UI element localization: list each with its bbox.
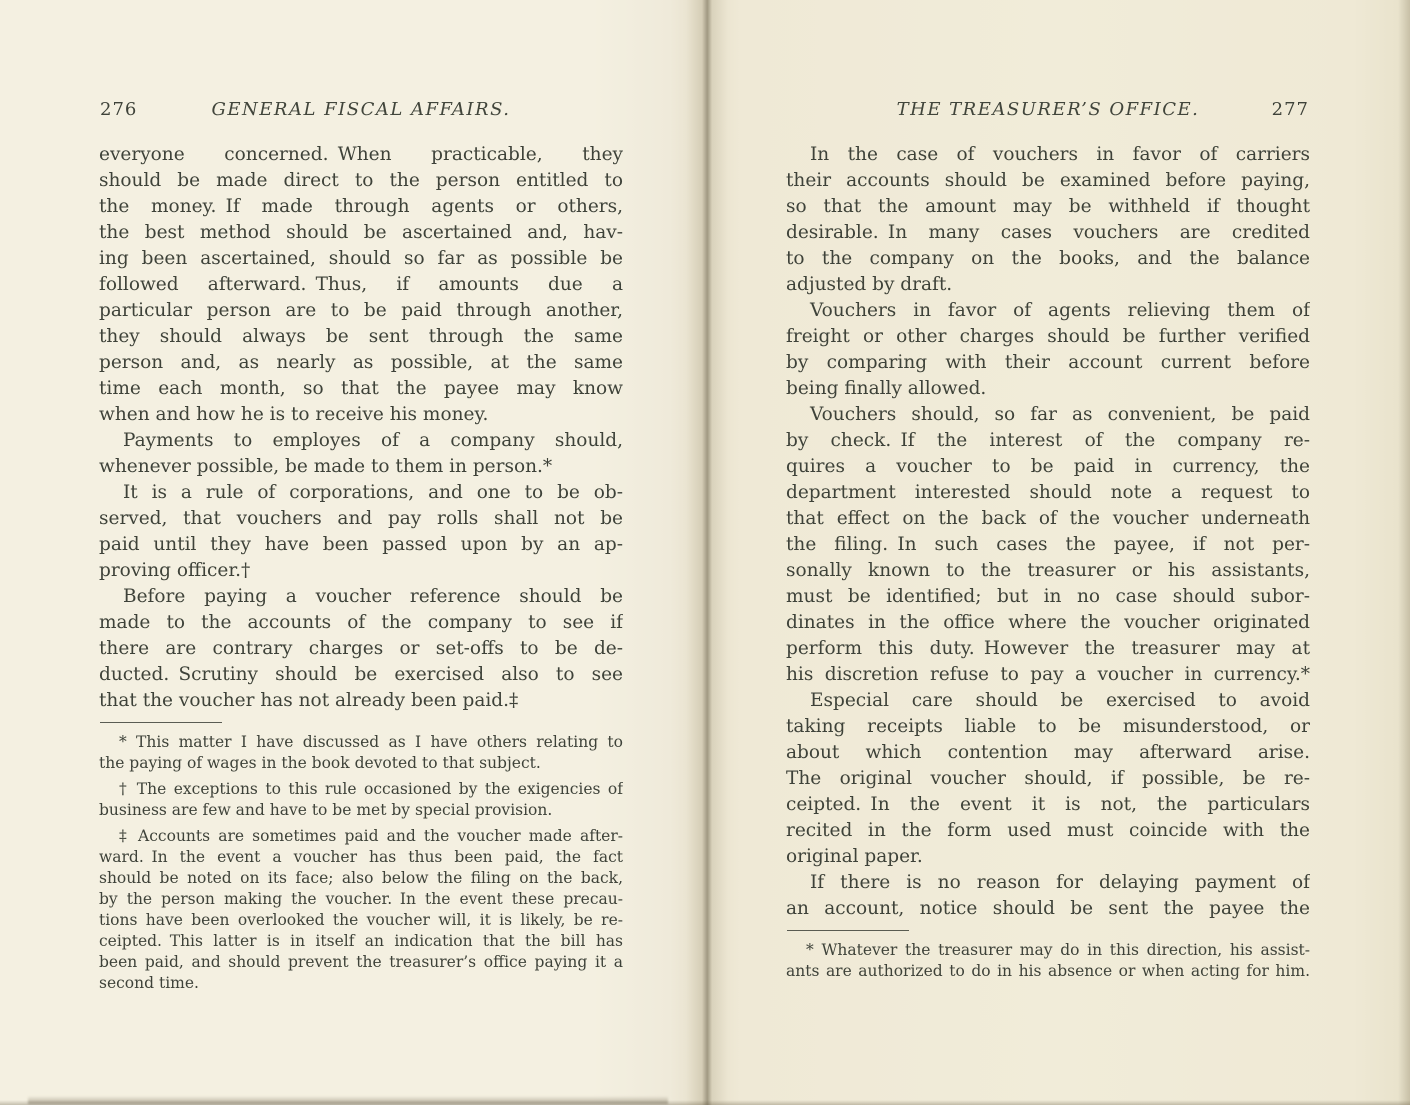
text-line: quires a voucher to be paid in currency, the (786, 456, 1310, 477)
text-line: must be identified; but in no case should subor- (786, 586, 1310, 607)
text-line: perform this duty. However the treasurer may at (786, 638, 1310, 659)
text-line: everyone concerned. When practicable, they (99, 144, 623, 165)
right-page (786, 0, 1310, 1105)
text-line: paid until they have been passed upon by an ap- (99, 534, 623, 555)
text-line: person and, as nearly as possible, at the same (99, 352, 623, 373)
text-line: * Whatever the treasurer may do in this direction, his assist- (806, 941, 1310, 959)
paragraph (99, 584, 623, 714)
paragraph (99, 428, 623, 480)
text-line: when and how he is to receive his money. (99, 404, 489, 425)
paragraph (786, 142, 1310, 298)
text-line: Vouchers should, so far as convenient, be paid (810, 404, 1310, 425)
text-line: there are contrary charges or set-offs to be de- (99, 638, 623, 659)
text-line: the money. If made through agents or others, (99, 196, 623, 217)
text-line: original paper. (786, 846, 923, 867)
text-line: second time. (99, 974, 199, 992)
paragraph (786, 870, 1310, 922)
running-title: THE TREASURER’S OFFICE. (896, 99, 1200, 120)
text-line: The original voucher should, if possible, be re- (786, 768, 1310, 789)
text-line: time each month, so that the payee may know (99, 378, 623, 399)
paragraph (99, 480, 623, 584)
text-line: ing been ascertained, should so far as possible be (99, 248, 623, 269)
text-line: his discretion refuse to pay a voucher in currency.* (786, 664, 1310, 685)
book-right-edge (1398, 0, 1410, 1105)
text-line: that the voucher has not already been paid.‡ (99, 690, 519, 711)
gutter-shadow (686, 0, 728, 1105)
body-text (99, 142, 623, 714)
text-line: Especial care should be exercised to avoid (810, 690, 1310, 711)
text-line: should be made direct to the person entitled to (99, 170, 623, 191)
text-line: about which contention may afterward arise. (786, 742, 1310, 763)
text-line: ward. In the event a voucher has thus been paid, the fact (99, 848, 623, 866)
text-line: made to the accounts of the company to see if (99, 612, 623, 633)
text-line: the paying of wages in the book devoted to that subject. (99, 754, 541, 772)
page-header (99, 99, 623, 123)
footnote-rule (100, 722, 222, 723)
text-line: desirable. In many cases vouchers are credited (786, 222, 1310, 243)
paragraph (99, 826, 623, 994)
text-line: sonally known to the treasurer or his assistants, (786, 560, 1310, 581)
text-line: being finally allowed. (786, 378, 987, 399)
text-line: In the case of vouchers in favor of carriers (810, 144, 1310, 165)
text-line: by check. If the interest of the company re- (786, 430, 1310, 451)
paragraph (786, 298, 1310, 402)
text-line: followed afterward. Thus, if amounts due a (99, 274, 623, 295)
footnote-rule (787, 930, 909, 931)
running-title: GENERAL FISCAL AFFAIRS. (211, 99, 511, 120)
text-line: to the company on the books, and the balance (786, 248, 1310, 269)
text-line: taking receipts liable to be misunderstood, or (786, 716, 1310, 737)
text-line: their accounts should be examined before paying, (786, 170, 1310, 191)
text-line: that effect on the back of the voucher underneath (786, 508, 1310, 529)
text-line: by comparing with their account current before (786, 352, 1310, 373)
paragraph (99, 732, 623, 774)
text-line: so that the amount may be withheld if thought (786, 196, 1310, 217)
left-page (99, 0, 623, 1105)
paragraph (786, 688, 1310, 870)
text-line: been paid, and should prevent the treasurer’s office paying it a (99, 953, 623, 971)
text-line: * This matter I have discussed as I have others relating to (119, 733, 623, 751)
text-line: department interested should note a request to (786, 482, 1310, 503)
text-line: served, that vouchers and pay rolls shall not be (99, 508, 623, 529)
text-line: ants are authorized to do in his absence or when acting for him. (786, 962, 1310, 980)
text-line: ceipted. In the event it is not, the particulars (786, 794, 1310, 815)
paragraph (786, 940, 1310, 982)
book-bottom-edge (0, 1100, 1410, 1105)
footnotes (99, 732, 623, 994)
text-line: whenever possible, be made to them in person.* (99, 456, 553, 477)
paragraph (99, 142, 623, 428)
text-line: ducted. Scrutiny should be exercised also to see (99, 664, 623, 685)
text-line: freight or other charges should be further verified (786, 326, 1310, 347)
footnotes (786, 940, 1310, 982)
text-line: ceipted. This latter is in itself an indication that the bill has (99, 932, 623, 950)
text-line: adjusted by draft. (786, 274, 953, 295)
text-line: the best method should be ascertained and, hav- (99, 222, 623, 243)
text-line: If there is no reason for delaying payment of (810, 872, 1310, 893)
page-header (786, 99, 1310, 123)
page-number: 276 (100, 99, 138, 120)
paragraph (786, 402, 1310, 688)
body-text (786, 142, 1310, 922)
text-line: particular person are to be paid through another, (99, 300, 623, 321)
text-line: business are few and have to be met by special provision. (99, 801, 553, 819)
text-line: ‡ Accounts are sometimes paid and the voucher made after- (119, 827, 623, 845)
text-line: It is a rule of corporations, and one to be ob- (123, 482, 623, 503)
text-line: tions have been overlooked the voucher will, it is likely, be re- (99, 911, 623, 929)
text-line: an account, notice should be sent the payee the (786, 898, 1310, 919)
text-line: they should always be sent through the same (99, 326, 623, 347)
text-line: Before paying a voucher reference should be (123, 586, 623, 607)
text-line: should be noted on its face; also below the filing on the back, (99, 869, 623, 887)
text-line: by the person making the voucher. In the event these precau- (99, 890, 623, 908)
paragraph (99, 779, 623, 821)
text-line: proving officer.† (99, 560, 251, 581)
text-line: dinates in the office where the voucher originated (786, 612, 1310, 633)
text-line: Payments to employes of a company should, (123, 430, 623, 451)
page-number: 277 (1271, 99, 1309, 120)
text-line: recited in the form used must coincide with the (786, 820, 1310, 841)
text-line: † The exceptions to this rule occasioned by the exigencies of (119, 780, 623, 798)
text-line: Vouchers in favor of agents relieving them of (810, 300, 1310, 321)
text-line: the filing. In such cases the payee, if not per- (786, 534, 1310, 555)
